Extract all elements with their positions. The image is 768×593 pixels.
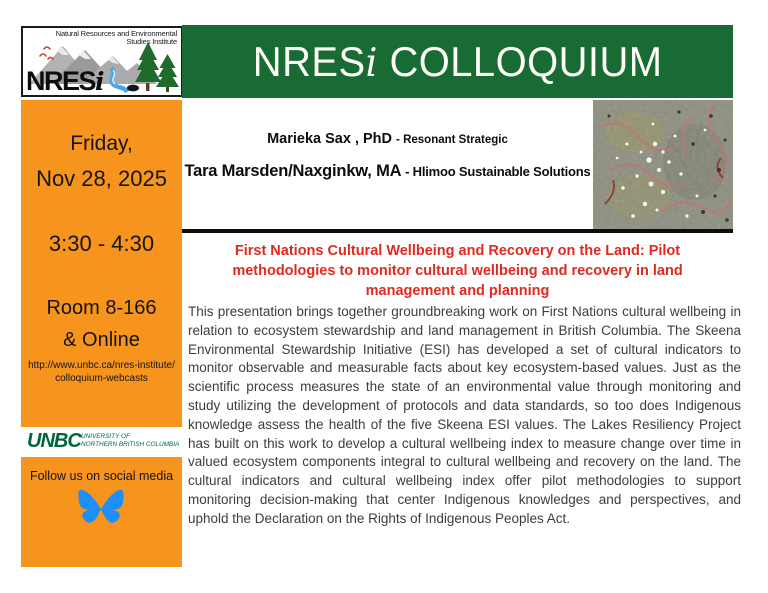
speaker-name: Marieka Sax , PhD <box>267 131 393 147</box>
banner-title-part1: NRES <box>252 37 366 85</box>
speaker-row <box>182 131 593 147</box>
logo-acronym-i: i <box>95 67 104 96</box>
unbc-acronym: UNBC <box>27 430 81 452</box>
aerial-map-art <box>593 100 733 230</box>
banner-title <box>253 38 663 86</box>
unbc-name-line1: UNIVERSITY OF <box>81 433 130 440</box>
bluesky-butterfly-icon[interactable] <box>77 488 125 528</box>
logo-acronym <box>26 66 103 97</box>
logo-acronym-caps: NRES <box>26 66 96 96</box>
nresi-logo <box>21 26 183 97</box>
banner-title-italic-i: i <box>365 40 378 86</box>
speaker-affiliation: Hlimoo Sustainable Solutions <box>412 164 591 179</box>
unbc-name-line2: NORTHERN BRITISH COLUMBIA <box>81 441 180 448</box>
event-date: Nov 28, 2025 <box>36 166 167 191</box>
event-time: 3:30 - 4:30 <box>48 231 155 256</box>
webcast-url-line2[interactable]: colloquium-webcasts <box>55 373 148 384</box>
event-day: Friday, <box>70 132 133 155</box>
speaker-separator: - <box>405 164 413 179</box>
colloquium-banner <box>182 25 733 98</box>
event-room: Room 8-166 <box>46 297 157 319</box>
speaker-affiliation: Resonant Strategic <box>403 134 508 146</box>
event-details-sidebar <box>21 100 182 567</box>
banner-title-part3: COLLOQUIUM <box>377 37 663 85</box>
institute-name-line1: Natural Resources and Environmental <box>55 29 177 38</box>
talk-title: First Nations Cultural Wellbeing and Recovery on the Land: Pilot methodologies to monitor cultural wellbeing and recovery in land management and planning <box>232 243 683 299</box>
speaker-row <box>182 162 593 181</box>
pine-trees-icon <box>135 42 179 92</box>
unbc-full-name <box>81 433 179 449</box>
webcast-url-line1[interactable]: http://www.unbc.ca/nres-institute/ <box>28 360 175 371</box>
unbc-logo <box>21 427 182 457</box>
talk-abstract: This presentation brings together groundbreaking work on First Nations cultural wellbeing in relation to ecosystem stewardship and land management in British Columbia. The Skeena Environmental Stewardship Initiative (ESI) has developed a set of cultural indicators to monitor observable and measurable facts about key ecosystem-based values. Just as the scientific process measures the state of an environmental value through monitoring and study utilizing the development of protocols and data standards, so too does Indigenous knowledge assess the health of the five Skeena ESI values. The Lakes Resiliency Project has built on this work to develop a cultural wellbeing index to measure change over time in valued ecosystem components integral to cultural wellbeing and recovery on the land. The cultural indicators and cultural wellbeing index offer pilot methodologies to support monitoring decision-making that center Indigenous knowledges and perspectives, and uphold the Declaration on the Rights of Indigenous Peoples Act. <box>188 304 741 526</box>
speaker-separator: - <box>396 134 404 146</box>
aerial-map-image <box>593 100 733 230</box>
section-divider <box>182 229 733 233</box>
speaker-name: Tara Marsden/Naxginkw, MA <box>184 162 401 180</box>
bear-icon <box>127 85 139 92</box>
social-media-label: Follow us on social media <box>29 469 174 483</box>
bird-icons <box>40 47 53 59</box>
institute-name-line2: Studies Institute <box>126 37 177 46</box>
speakers-section <box>182 100 593 229</box>
event-online: & Online <box>63 329 140 351</box>
